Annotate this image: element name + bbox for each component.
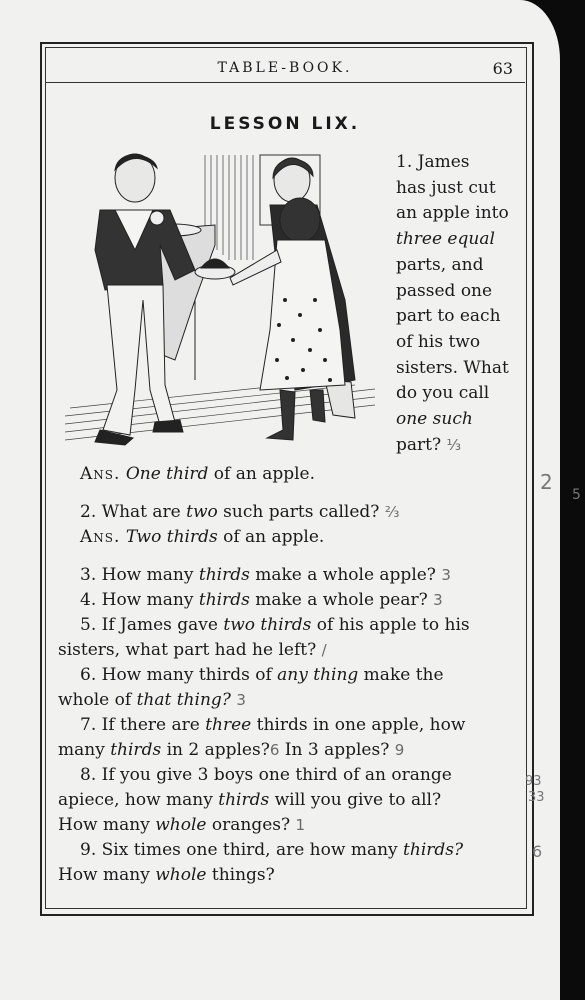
q4-italic: thirds	[198, 590, 250, 610]
q2-text: 2. What are	[80, 502, 187, 522]
q1-line: 1. James	[396, 152, 470, 172]
q9-line2-post: things?	[206, 865, 275, 885]
margin-pencil-note: 5	[572, 487, 581, 503]
q1-line: passed one	[396, 280, 493, 301]
question-7	[58, 713, 518, 738]
margin-pencil-note: 6	[532, 842, 543, 861]
q1-line	[396, 433, 516, 459]
answer-1-rest: of an apple.	[208, 464, 316, 484]
q1-line-end: part?	[396, 434, 442, 455]
q8-line3-pre: How many	[58, 815, 156, 835]
q9-line2-pre: How many	[58, 865, 156, 885]
question-6-cont	[58, 688, 518, 713]
q1-line: parts, and	[396, 254, 484, 275]
q6-pre: 6. How many thirds of	[80, 665, 278, 685]
q2-rest: such parts called?	[217, 502, 380, 522]
question-8-cont	[58, 788, 518, 813]
q5-italic: two thirds	[223, 615, 312, 635]
question-8-cont2	[58, 813, 518, 838]
q5-line2: sisters, what part had he left?	[58, 640, 317, 660]
margin-pencil-note: 93	[525, 774, 542, 789]
question-9-cont	[58, 863, 518, 888]
question-1	[396, 150, 516, 458]
question-7-cont	[58, 738, 518, 763]
handwritten-answer-7a: 6	[269, 741, 280, 759]
handwritten-answer-8: 1	[295, 816, 306, 834]
ans-label: Ans.	[80, 464, 121, 484]
answer-1-italic: One third	[125, 464, 209, 484]
q7-line2-italic: thirds	[110, 740, 162, 760]
q1-line: of his two	[396, 331, 481, 352]
running-head	[45, 58, 525, 83]
q7-post: thirds in one apple, how	[251, 715, 466, 735]
ans-label: Ans.	[80, 527, 121, 547]
handwritten-answer-2: ⅔	[384, 503, 400, 521]
q4-post: make a whole pear?	[249, 590, 428, 610]
q9-line1-italic: thirds?	[403, 840, 464, 860]
q1-line: has just cut	[396, 177, 496, 198]
q7-pre: 7. If there are	[80, 715, 206, 735]
question-9	[58, 838, 518, 863]
q8-line1: 8. If you give 3 boys one third of an orange	[80, 765, 452, 785]
answer-2-rest: of an apple.	[217, 527, 325, 547]
question-5	[58, 613, 518, 638]
q1-line: sisters. What	[396, 357, 509, 378]
lesson-body	[58, 462, 518, 888]
q8-line3-post: oranges?	[206, 815, 291, 835]
margin-pencil-note: 2	[540, 470, 553, 494]
question-8	[58, 763, 518, 788]
q6-post: make the	[358, 665, 444, 685]
q3-pre: 3. How many	[80, 565, 199, 585]
q1-line: do you call	[396, 383, 490, 404]
question-2	[58, 500, 518, 525]
handwritten-answer-1: ⅓	[446, 435, 462, 454]
handwritten-answer-6: 3	[236, 691, 246, 709]
question-3	[58, 563, 518, 588]
handwritten-answer-4: 3	[433, 591, 443, 609]
q6-italic: any thing	[277, 665, 359, 685]
q3-italic: thirds	[198, 565, 250, 585]
q7-line2-post: in 2 apples?	[161, 740, 270, 760]
q5-pre: 5. If James gave	[80, 615, 224, 635]
answer-2-italic: Two thirds	[125, 527, 218, 547]
q8-line2-pre: apiece, how many	[58, 790, 219, 810]
q8-line2-post: will you give to all?	[269, 790, 442, 810]
margin-pencil-note: 33	[528, 790, 545, 805]
q7-italic: three	[205, 715, 252, 735]
lesson-title: LESSON LIX.	[209, 114, 361, 134]
handwritten-answer-3: 3	[441, 566, 451, 584]
handwritten-answer-5: /	[321, 641, 327, 659]
handwritten-answer-7b: 9	[394, 741, 405, 759]
question-5-cont	[58, 638, 518, 663]
q1-line: one such	[396, 409, 473, 430]
q6-line2-pre: whole of	[58, 690, 137, 710]
q9-line1-pre: 9. Six times one third, are how many	[80, 840, 404, 860]
running-title: TABLE-BOOK.	[217, 60, 353, 76]
answer-2	[58, 525, 518, 550]
q5-post: of his apple to his	[311, 615, 470, 635]
q4-pre: 4. How many	[80, 590, 199, 610]
q3-post: make a whole apple?	[249, 565, 436, 585]
engraving-illustration	[55, 150, 390, 450]
q9-line2-italic: whole	[155, 865, 207, 885]
q1-line: three equal	[396, 229, 495, 250]
q7-line2-tail: In 3 apples?	[279, 740, 390, 760]
q8-line3-italic: whole	[155, 815, 207, 835]
q8-line2-italic: thirds	[218, 790, 270, 810]
question-4	[58, 588, 518, 613]
answer-1	[58, 462, 518, 487]
question-6	[58, 663, 518, 688]
q7-line2-pre: many	[58, 740, 111, 760]
page-number: 63	[492, 59, 513, 78]
q6-line2-italic: that thing?	[136, 690, 231, 710]
q1-line: an apple into	[396, 203, 509, 224]
q2-italic: two	[186, 502, 218, 522]
q1-line: part to each	[396, 306, 501, 327]
